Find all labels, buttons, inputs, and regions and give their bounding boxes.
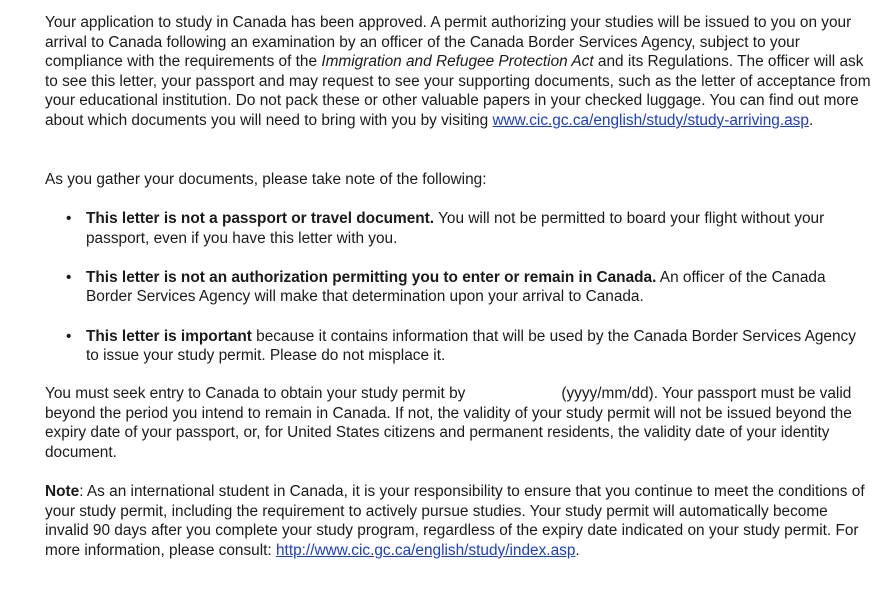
list-item <box>66 209 866 248</box>
bullet-text: because it contains information that will be used by the Canada Border Services Agency to issue your study permit. Please do not misplace it. <box>86 327 856 365</box>
note-text-1: : As an international student in Canada, it is your responsibility to ensure that you continue to meet the conditions of your study permit, including the requirement to actively pursue studies. Your study permit will automatically become invalid 90 days after you complete your study program, regardless of the expiry date indicated on your study permit. For more information, please consult: <box>45 483 865 559</box>
approval-paragraph <box>45 13 875 131</box>
bullet-text: An officer of the Canada Border Services Agency will make that determination upon your arrival to Canada. <box>86 268 826 306</box>
bullet-bold: This letter is important <box>86 327 252 345</box>
approval-text-2: and its Regulations. The officer will ask to see this letter, your passport and may request to see your supporting documents, such as the letter of acceptance from your educational institution. Do not pack these or other valuable papers in your checked luggage. You can find out more about which documents you will need to bring with you by visiting <box>45 53 871 129</box>
note-text-2: . <box>575 541 580 559</box>
bullet-icon: • <box>66 268 72 286</box>
deadline-text-1: You must seek entry to Canada to obtain your study permit by <box>45 385 466 402</box>
study-index-link[interactable]: http://www.cic.gc.ca/english/study/index.asp <box>275 541 576 559</box>
bullet-icon: • <box>66 327 72 345</box>
bullet-bold: This letter is not a passport or travel document. <box>86 210 435 227</box>
list-item <box>66 327 866 366</box>
bullet-icon: • <box>66 210 72 227</box>
approval-text-3: . <box>808 111 814 129</box>
approval-text-1: Your application to study in Canada has been approved. A permit authorizing your studies will be issued to you on your arrival to Canada following an examination by an officer of the Canada Border Services Agency, subject to your compliance with the requirements of the <box>45 14 852 71</box>
bullet-text: You will not be permitted to board your flight without your passport, even if you have this letter with you. <box>86 210 825 247</box>
note-paragraph <box>45 482 875 560</box>
bullet-bold: This letter is not an authorization permitting you to enter or remain in Canada. <box>86 268 657 286</box>
deadline-text-2: (yyyy/mm/dd). Your passport must be valid beyond the period you intend to remain in Canada. If not, the validity of your study permit will not be issued beyond the expiry date of your passport, or, for United States citizens and permanent residents, the validity date of your identity document. <box>45 385 852 461</box>
notes-list <box>66 209 866 385</box>
study-arriving-link[interactable]: www.cic.gc.ca/english/study/study-arriving.asp <box>492 111 809 129</box>
entry-deadline-paragraph <box>45 384 875 462</box>
documents-intro: As you gather your documents, please take note of the following: <box>45 171 487 188</box>
act-name: Immigration and Refugee Protection Act <box>321 53 594 71</box>
list-item <box>66 268 866 307</box>
note-label: Note <box>45 483 80 500</box>
